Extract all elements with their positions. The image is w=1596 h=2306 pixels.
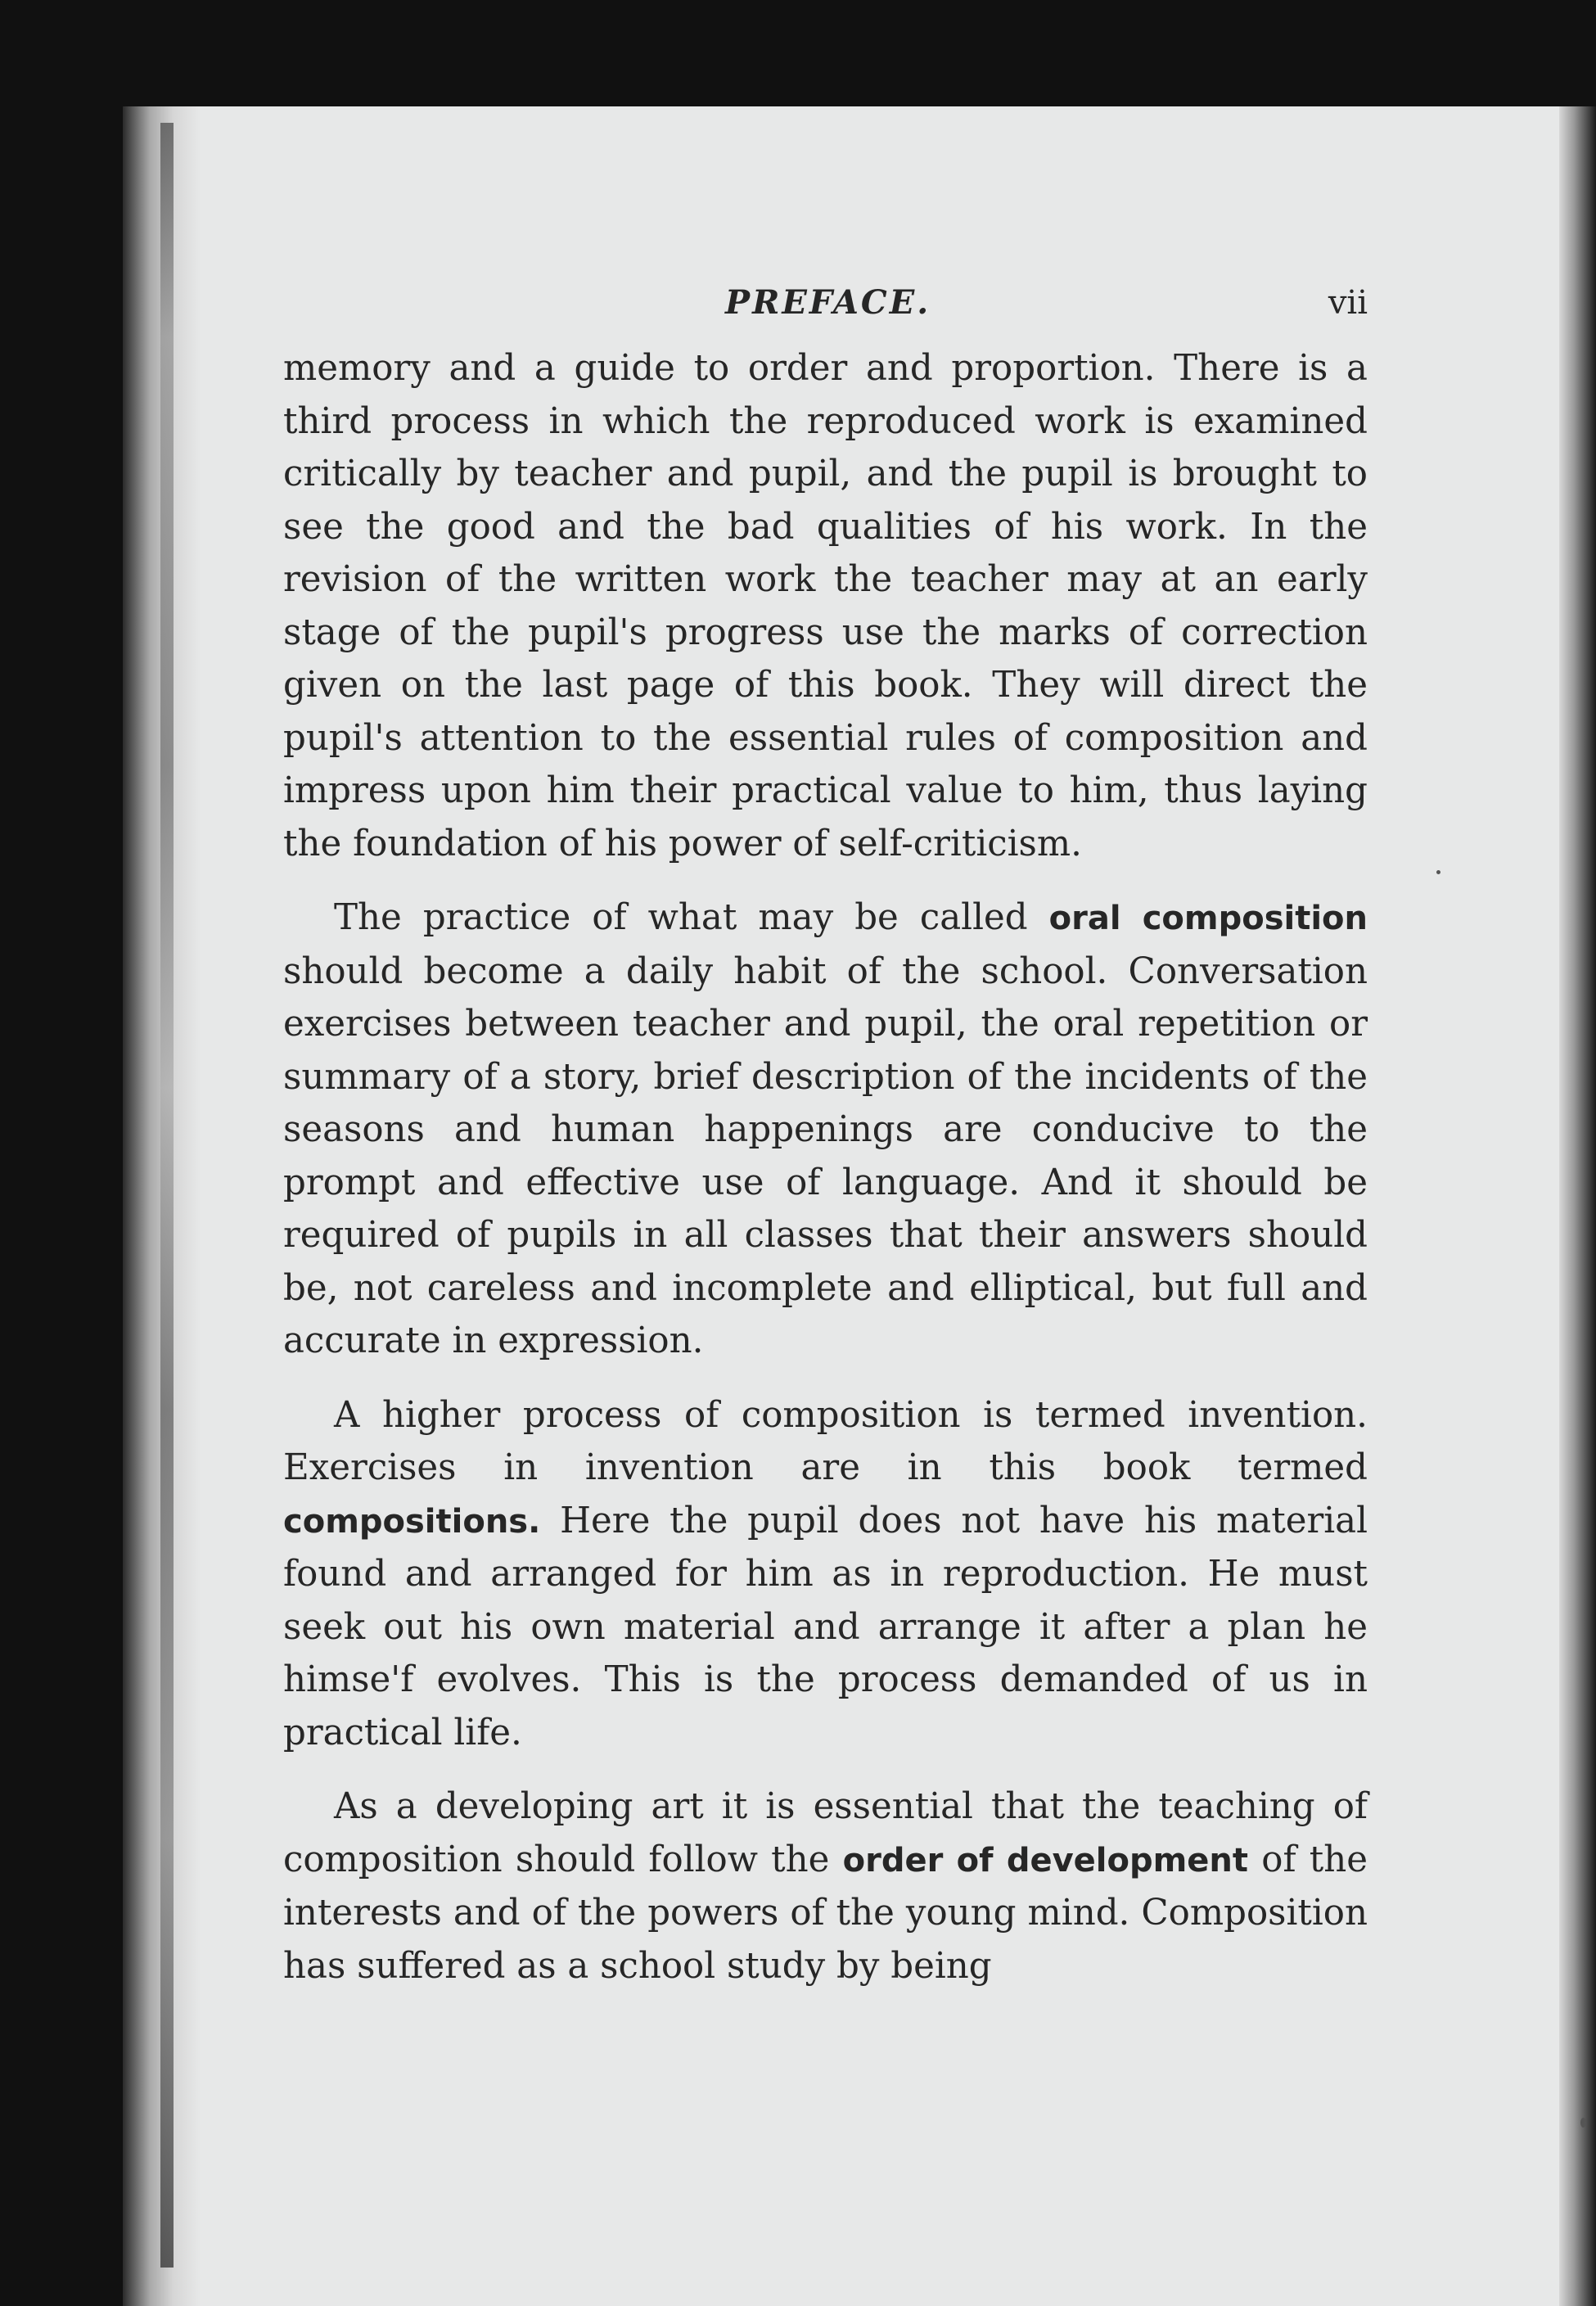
scan-speck [1436, 870, 1440, 874]
paragraph-text: Here the pupil does not have his material found and arranged for him as in reproduction. He must seek out his own material and arrange it after a plan he himse'f evolves. This is the process demanded of us in practical life. [283, 1500, 1368, 1753]
paragraph-1 [283, 342, 1368, 870]
emphasized-term: order of development [842, 1841, 1249, 1880]
page-text [283, 277, 1368, 1992]
paragraph-4 [283, 1780, 1368, 1992]
paragraph-text: should become a daily habit of the school. Conversation exercises between teacher and pupil, the oral repetition or summary of a story, brief description of the incidents of the seasons and human happenings are conducive to the prompt and effective use of language. And it should be required of pupils in all classes that their answers should be, not careless and incomplete and elliptical, but full and accurate in expression. [283, 950, 1368, 1361]
paragraph-text: A higher process of composition is termed invention. Exercises in invention are in this book termed [283, 1394, 1368, 1488]
paragraph-2 [283, 891, 1368, 1368]
emphasized-term: compositions. [283, 1502, 541, 1541]
page-number: vii [1328, 284, 1368, 322]
paragraph-text: The practice of what may be called [334, 897, 1049, 938]
page-header [283, 277, 1368, 342]
paragraph-text: of the interests and of the powers of the young mind. Composition has suffered as a school study by being [283, 1839, 1368, 1987]
page-right-edge [1559, 106, 1596, 2306]
running-head: PREFACE. [725, 283, 931, 322]
paragraph-text: memory and a guide to order and proportion. There is a third process in which the reproduced work is examined critically by teacher and pupil, and the pupil is brought to see the good and the bad qualities of his work. In the revision of the written work the teacher may at an early stage of the pupil's progress use the marks of correction given on the last page of this book. They will direct the pupil's attention to the essential rules of composition and impress upon him their practical value to him, thus laying the foundation of his power of self-criticism. [283, 348, 1368, 864]
paragraph-text: As a developing art it is essential that the teaching of composition should follow the [283, 1786, 1368, 1880]
binding-edge [160, 123, 174, 2268]
scan-speck [1580, 2118, 1586, 2128]
paragraph-3 [283, 1389, 1368, 1760]
emphasized-term: oral composition [1048, 900, 1368, 937]
